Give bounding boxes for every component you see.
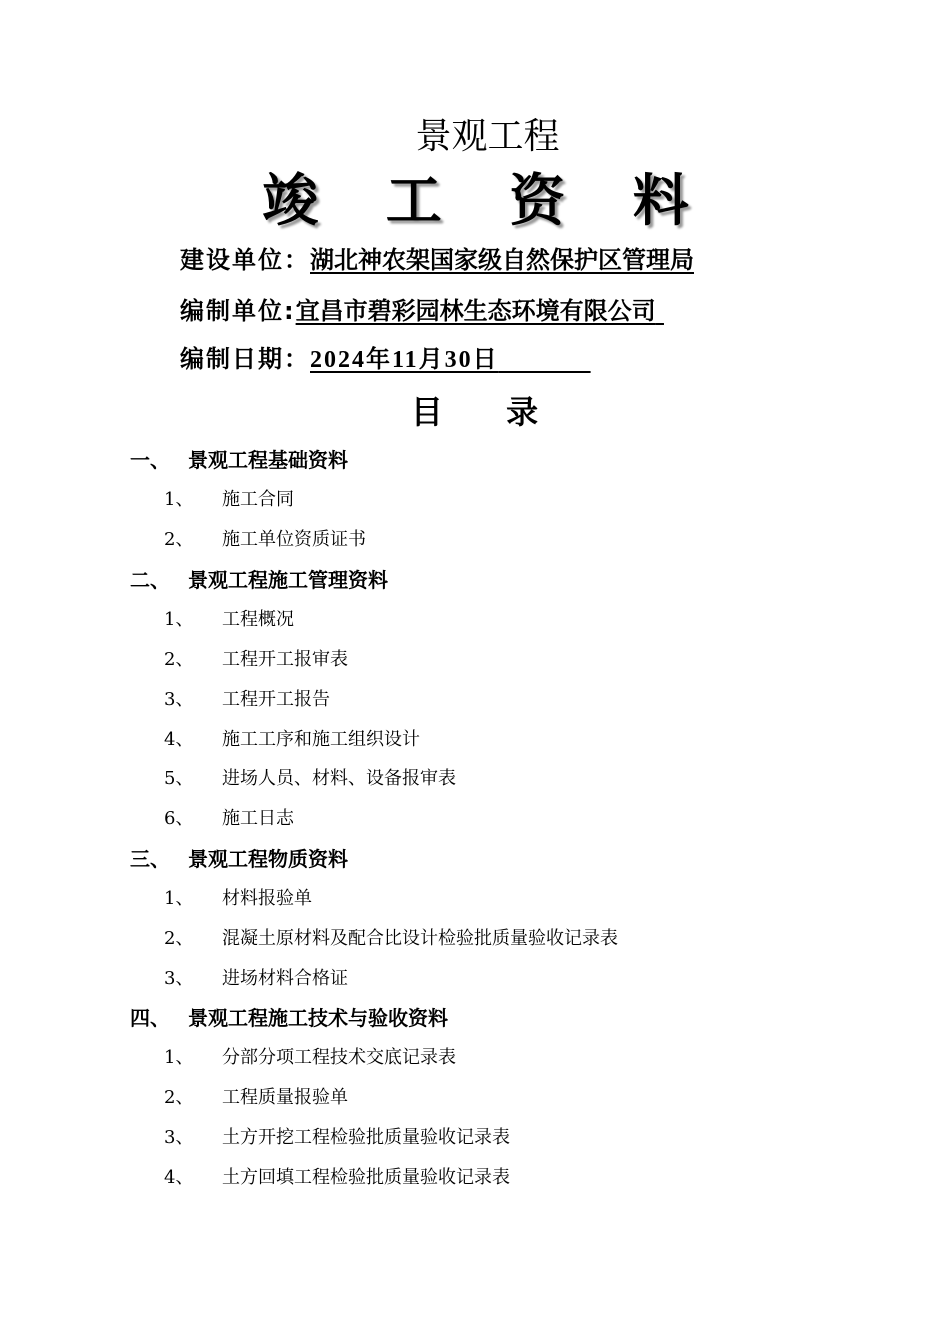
- date-row: [180, 342, 591, 377]
- toc-item: [164, 886, 312, 912]
- item-text: 施工工序和施工组织设计: [222, 729, 420, 750]
- item-text: 工程开工报告: [222, 689, 330, 710]
- item-number: 2、: [164, 928, 194, 949]
- section-number: 一、: [130, 448, 170, 472]
- item-text: 材料报验单: [222, 888, 312, 909]
- item-text: 土方开挖工程检验批质量验收记录表: [222, 1127, 510, 1148]
- item-number: 5、: [164, 768, 194, 789]
- section-number: 三、: [130, 847, 170, 871]
- item-number: 4、: [164, 1167, 194, 1188]
- item-number: 3、: [164, 1127, 194, 1148]
- item-number: 1、: [164, 888, 194, 909]
- item-text: 分部分项工程技术交底记录表: [222, 1047, 456, 1068]
- item-number: 2、: [164, 649, 194, 670]
- item-text: 施工单位资质证书: [222, 529, 366, 550]
- date-value: 2024年11月30日: [310, 347, 499, 373]
- document-title: 竣 工 资 料: [262, 169, 713, 234]
- toc-item: [164, 527, 366, 553]
- section-title: 景观工程物质资料: [188, 847, 348, 871]
- builder-row: [180, 243, 694, 277]
- toc-item: [164, 1045, 456, 1071]
- section-number: 四、: [130, 1006, 170, 1030]
- toc-item: [164, 926, 618, 952]
- section-title: 景观工程基础资料: [188, 448, 348, 472]
- compiler-row: [180, 294, 664, 328]
- item-number: 1、: [164, 489, 194, 510]
- toc-section: [130, 845, 348, 873]
- date-label: 编制日期：: [180, 345, 310, 373]
- item-text: 施工合同: [222, 489, 294, 510]
- document-subtitle: 景观工程: [415, 116, 560, 157]
- builder-label: 建设单位：: [180, 246, 310, 274]
- item-text: 进场人员、材料、设备报审表: [222, 768, 456, 789]
- item-number: 1、: [164, 1047, 194, 1068]
- toc-item: [164, 647, 348, 673]
- item-number: 4、: [164, 729, 194, 750]
- builder-value: 湖北神农架国家级自然保护区管理局: [310, 246, 694, 274]
- toc-section: [130, 446, 348, 474]
- item-number: 6、: [164, 808, 194, 829]
- item-number: 3、: [164, 968, 194, 989]
- item-text: 工程概况: [222, 609, 294, 630]
- toc-item: [164, 806, 294, 832]
- toc-item: [164, 1125, 510, 1151]
- item-text: 工程质量报验单: [222, 1087, 348, 1108]
- toc-section: [130, 1004, 448, 1032]
- toc-section: [130, 566, 388, 594]
- section-number: 二、: [130, 568, 170, 592]
- item-text: 进场材料合格证: [222, 968, 348, 989]
- compiler-value: 宜昌市碧彩园林生态环境有限公司: [295, 297, 656, 325]
- toc-item: [164, 1165, 510, 1191]
- toc-item: [164, 487, 294, 513]
- toc-item: [164, 766, 456, 792]
- toc-item: [164, 687, 330, 713]
- item-number: 3、: [164, 689, 194, 710]
- item-text: 施工日志: [222, 808, 294, 829]
- section-title: 景观工程施工技术与验收资料: [188, 1006, 448, 1030]
- item-number: 1、: [164, 609, 194, 630]
- item-text: 工程开工报审表: [222, 649, 348, 670]
- toc-item: [164, 607, 294, 633]
- item-number: 2、: [164, 529, 194, 550]
- compiler-label: 编制单位:: [180, 297, 296, 325]
- toc-item: [164, 727, 420, 753]
- toc-item: [164, 966, 348, 992]
- item-text: 混凝土原材料及配合比设计检验批质量验收记录表: [222, 928, 618, 949]
- toc-title: 目 录: [410, 393, 565, 431]
- item-number: 2、: [164, 1087, 194, 1108]
- item-text: 土方回填工程检验批质量验收记录表: [222, 1167, 510, 1188]
- toc-item: [164, 1085, 348, 1111]
- section-title: 景观工程施工管理资料: [188, 568, 388, 592]
